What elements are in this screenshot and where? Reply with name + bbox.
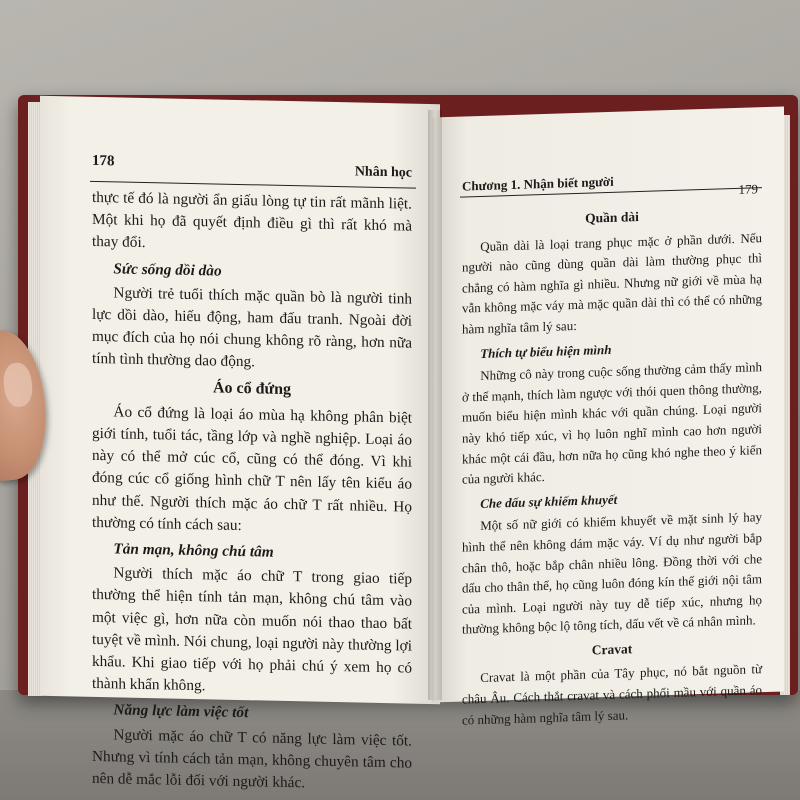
paragraph: Những cô này trong cuộc sống thường cảm thấy mình ở thế mạnh, thích làm ngược với thói quen thông thường, muốn biểu hiện mình khác với quần chúng. Loại người này khó tiếp xúc, vì họ luôn nghĩ mình cao hơn người khác một cái đầu, hơn nữa họ cũng khó nghe theo ý kiến của người khác. bbox=[462, 359, 762, 487]
section-heading: Quần dài bbox=[585, 209, 639, 226]
subheading: Thích tự biểu hiện mình bbox=[480, 341, 612, 361]
book-gutter bbox=[428, 110, 442, 700]
left-running-title: Nhân học bbox=[354, 164, 412, 181]
left-text-column bbox=[92, 187, 412, 797]
paragraph: Cravat là một phần của Tây phục, nó bắt nguồn từ châu Âu. Cách thắt cravat và cách phối mầu với quần áo có những hàm nghĩa tâm lý sau. bbox=[462, 661, 762, 728]
subheading: Che dấu sự khiếm khuyết bbox=[480, 491, 618, 511]
paragraph: thực tế đó là người ẩn giấu lòng tự tin rất mãnh liệt. Một khi họ đã quyết định điều gì thì rất khó mà thay đổi. bbox=[92, 188, 412, 252]
paragraph: Người thích mặc áo chữ T trong giao tiếp thường thể hiện tính tản mạn, không chú tâm vào một việc gì, hơn nữa còn muốn nói thao thao bất tuyệt về mình. Nói chung, loại người này thường lợi khẩu. Khi giao tiếp với họ phải chú ý xem họ có thành khẩn không. bbox=[92, 564, 412, 695]
right-running-title: Chương 1. Nhận biết người bbox=[462, 173, 614, 194]
left-page bbox=[40, 96, 440, 792]
right-page-number: 179 bbox=[738, 181, 758, 197]
paragraph: Người mặc áo chữ T có năng lực làm việc tốt. Nhưng vì tính cách tản mạn, không chuyên tâm cho nên dễ mắc lỗi đối với người khác. bbox=[92, 726, 412, 792]
section-heading: Cravat bbox=[591, 641, 633, 658]
section-heading: Áo cổ đứng bbox=[212, 379, 292, 398]
subheading: Sức sống dồi dào bbox=[113, 259, 222, 280]
paragraph: Quần dài là loại trang phục mặc ở phần dưới. Nếu người nào cũng dùng quần dài làm thường phục thì chẳng có hàm nghĩa gì nhiều. Nhưng nữ giới về mùa hạ vẫn không mặc váy mà mặc quần dài thì có thể có những hàm nghĩa tâm lý sau: bbox=[462, 229, 762, 337]
paragraph: Người trẻ tuổi thích mặc quần bò là người tinh lực dồi dào, hiếu động, ham đấu tranh. Ngoài đời mục đích của họ nói chung không rõ ràng, hơn nữa tính tình thường dao động. bbox=[92, 284, 412, 371]
thumbnail bbox=[2, 361, 34, 408]
left-page-number: 178 bbox=[92, 152, 115, 170]
subheading: Năng lực làm việc tốt bbox=[113, 701, 249, 722]
subheading: Tản mạn, không chú tâm bbox=[113, 540, 274, 561]
right-text-column bbox=[462, 199, 762, 731]
paragraph: Một số nữ giới có khiếm khuyết về mặt sinh lý hay hình thể nên không dám mặc váy. Ví dụ như người bắp chân thô, hoặc bắp chân nhiều lông. Đồng thời với che dấu cho thân thể, họ cũng luôn đóng kín thế giới nội tâm của mình. Loại người này tuy dễ tiếp xúc, nhưng họ thường không bộc lộ tông tích, dấu vết về cá nhân mình. bbox=[462, 509, 762, 637]
paragraph: Áo cổ đứng là loại áo mùa hạ không phân biệt giới tính, tuổi tác, tầng lớp và nghề nghiệp. Loại áo này có thể mở cúc cổ, cũng có thể đóng. Vì khi đóng cúc cổ giống hình chữ T nên lấy tên kiểu áo như thế. Người thích mặc áo chữ T rất nhiều. Họ thường có tính cách sau: bbox=[92, 403, 412, 534]
right-page bbox=[432, 106, 784, 728]
